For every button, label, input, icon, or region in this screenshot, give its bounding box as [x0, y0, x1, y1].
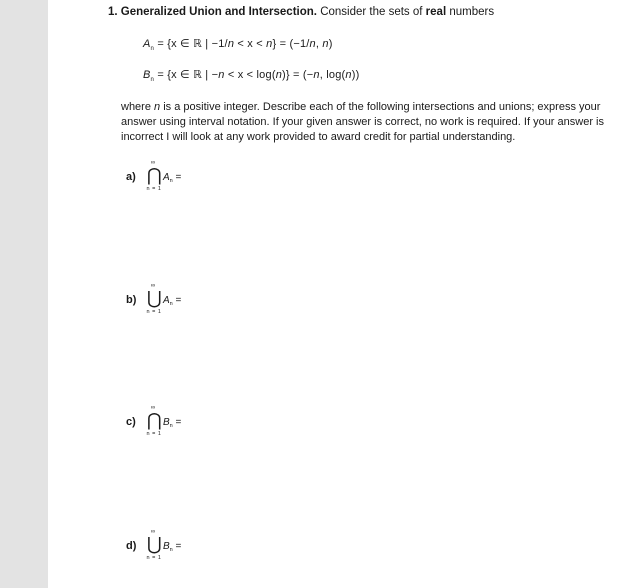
union-operator: ⋃ [147, 534, 162, 554]
part-label: a) [126, 171, 136, 183]
lower-limit: n = 1 [146, 186, 162, 192]
intersection-operator: ⋂ [147, 165, 162, 185]
expression: $B_n$ = [163, 417, 182, 429]
part-label: d) [126, 540, 137, 552]
set-a-definition: $A_n = \{x$ ∈ ℝ | −1/n < x < n} = (−1/n, n) [143, 38, 333, 52]
problem-title: Generalized Union and Intersection. [120, 6, 317, 18]
heading-tail: numbers [449, 6, 495, 18]
upper-limit: ∞ [150, 405, 156, 411]
heading-emphasis: real [425, 6, 447, 18]
lower-limit: n = 1 [146, 431, 162, 437]
lower-limit: n = 1 [146, 555, 162, 561]
part-label: c) [126, 416, 136, 428]
part-c [126, 407, 246, 447]
upper-limit: ∞ [150, 529, 156, 535]
part-label: b) [126, 294, 137, 306]
expression: $A_n$ = [163, 172, 182, 184]
expression: $A_n$ = [163, 295, 182, 307]
problem-number: 1. [108, 6, 118, 18]
part-d [126, 531, 246, 571]
intersection-operator: ⋂ [147, 410, 162, 430]
heading-intro: Consider the sets of [320, 6, 423, 18]
instructions-paragraph: where n is a positive integer. Describe each of the following intersections and unions; express your answer using interval notation. If your given answer is correct, no work is required. If your answer is incorrect I will look at any work provided to award credit for partial understanding. [121, 101, 604, 143]
document-page [48, 0, 637, 588]
set-b-definition: $B_n = \{x$ ∈ ℝ | −n < x < log(n)} = (−n, log(n)) [143, 69, 360, 83]
lower-limit: n = 1 [146, 309, 162, 315]
problem-heading [108, 6, 494, 18]
union-operator: ⋃ [147, 288, 162, 308]
left-margin-bar [0, 0, 48, 588]
upper-limit: ∞ [150, 283, 156, 289]
expression: $B_n$ = [163, 541, 182, 553]
upper-limit: ∞ [150, 160, 156, 166]
part-b [126, 285, 246, 325]
part-a [126, 162, 246, 202]
